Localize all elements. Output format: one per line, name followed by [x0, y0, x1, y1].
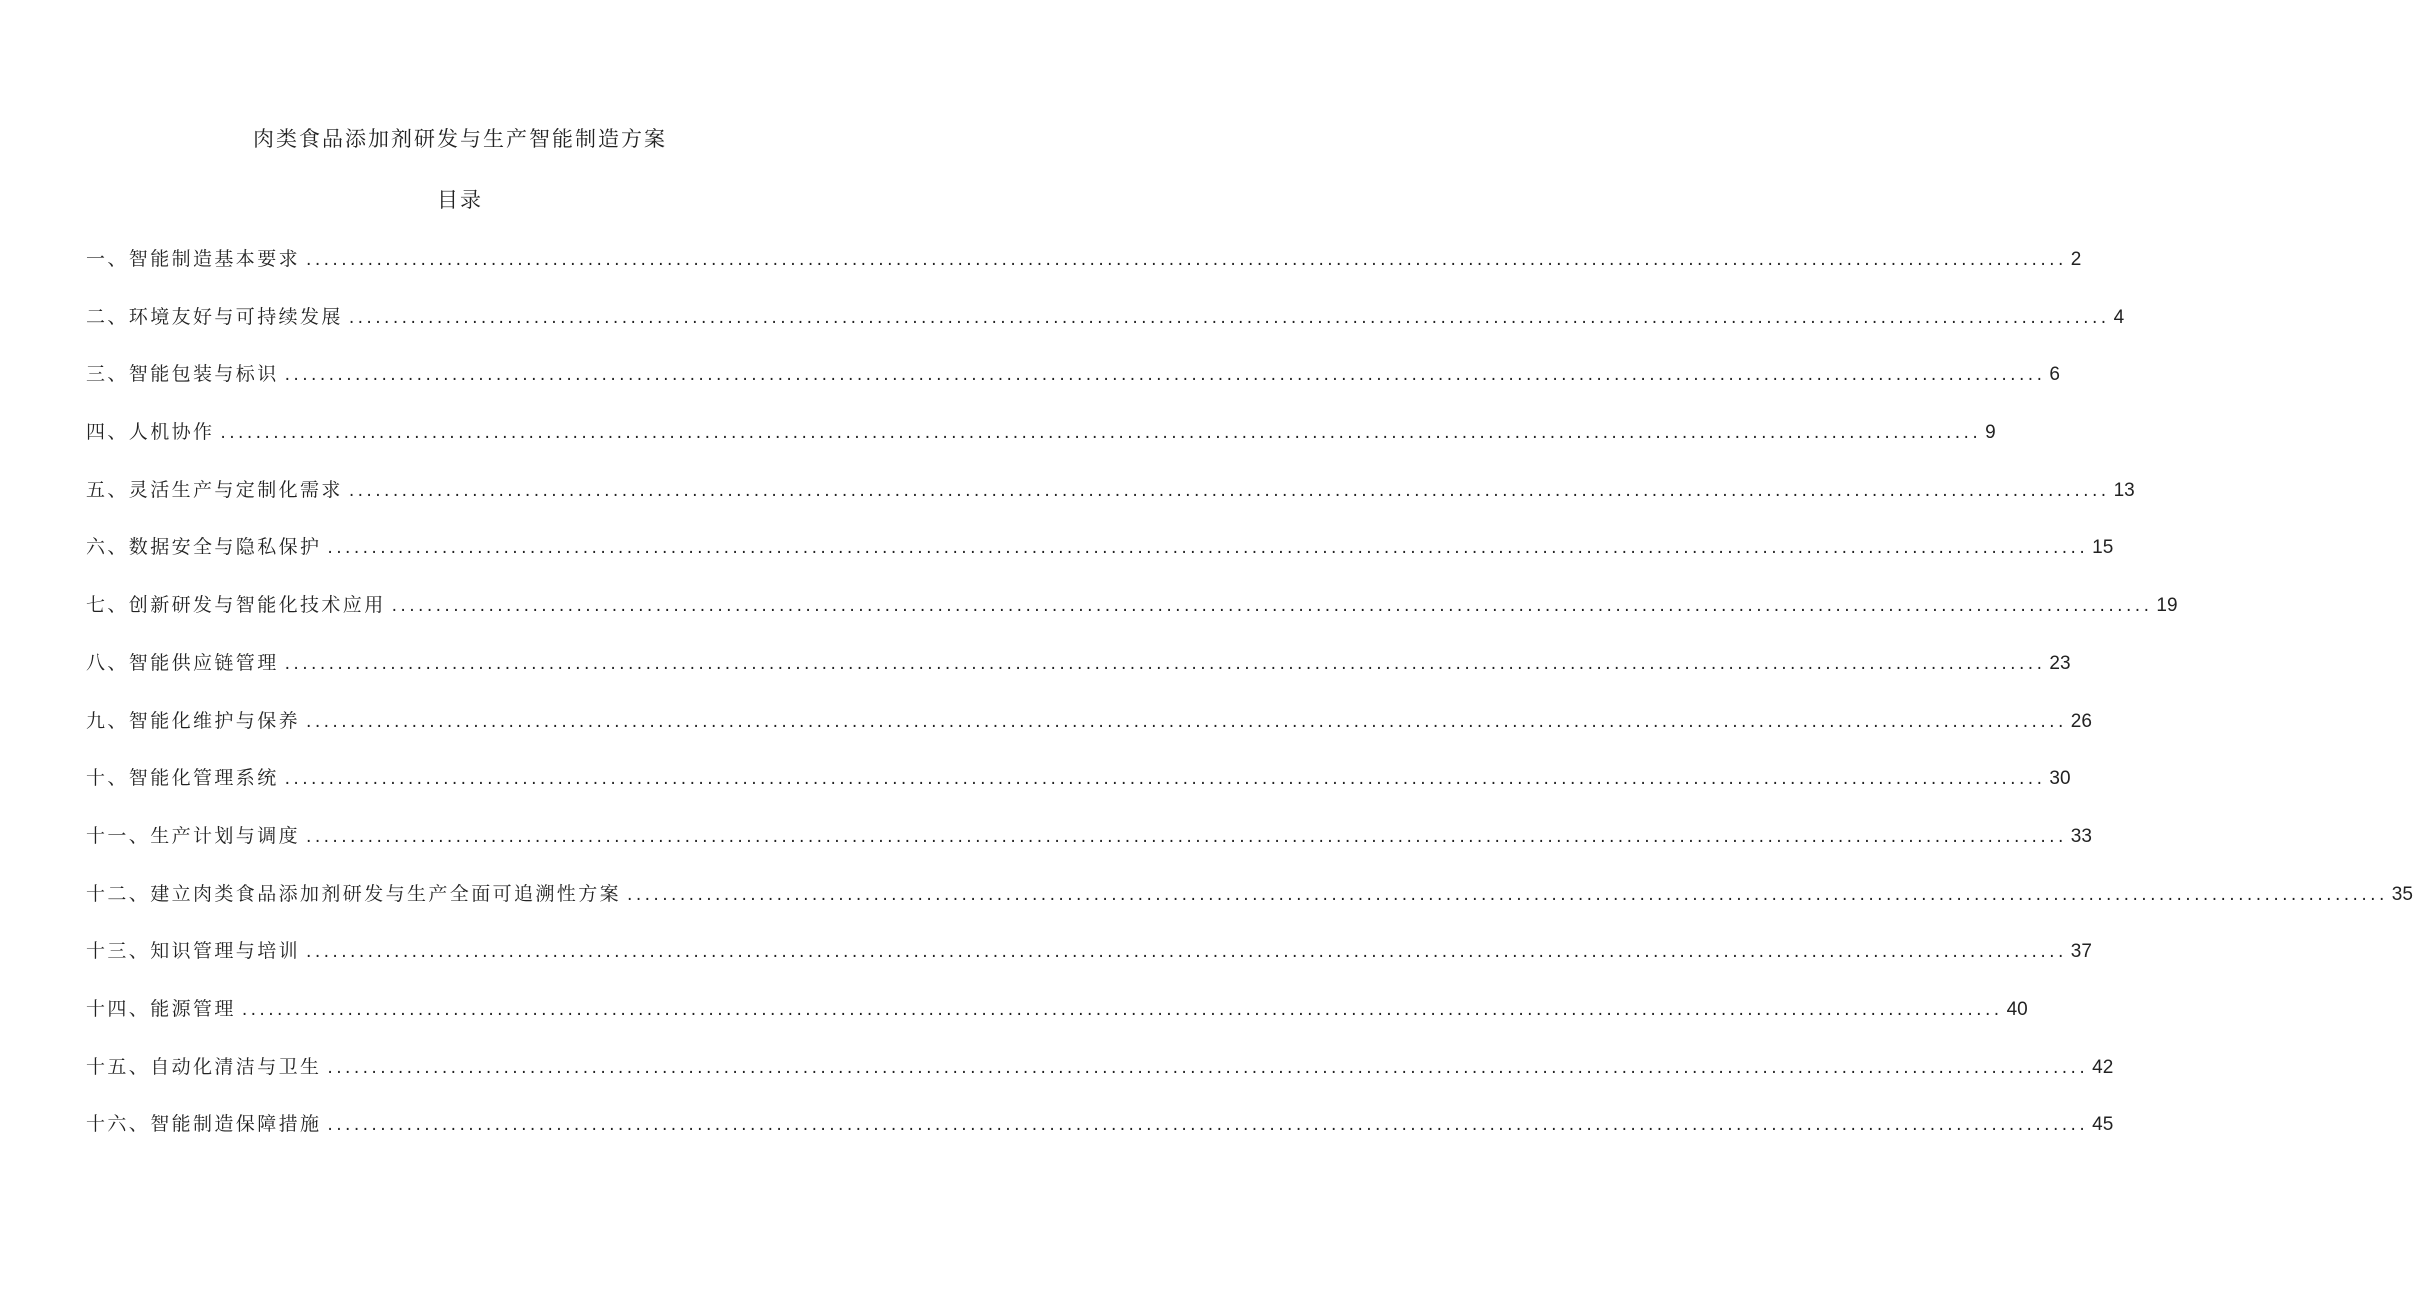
- toc-entry[interactable]: [86, 1109, 2114, 1167]
- toc-entry-page: 19: [2156, 595, 2178, 617]
- toc-dot-leader: ........................................................................................................................................................................................................: [284, 365, 2046, 386]
- toc-entry[interactable]: [86, 590, 2178, 648]
- toc-dot-leader: ........................................................................................................................................................................................................: [348, 480, 2110, 501]
- toc-entry-page: 15: [2092, 537, 2114, 559]
- toc-entry-page: 23: [2049, 652, 2071, 674]
- toc-entry[interactable]: [86, 1052, 2114, 1110]
- toc-entry[interactable]: [86, 821, 2092, 879]
- toc-entry[interactable]: [86, 763, 2071, 821]
- toc-entry-label: 十二、建立肉类食品添加剂研发与生产全面可追溯性方案: [86, 882, 622, 905]
- toc-heading: 目录: [437, 188, 483, 212]
- toc-entry-label: 一、智能制造基本要求: [86, 248, 301, 270]
- toc-entry[interactable]: [86, 879, 2413, 937]
- toc-entry-label: 五、灵活生产与定制化需求: [86, 478, 343, 501]
- toc-dot-leader: ........................................................................................................................................................................................................: [220, 423, 1982, 444]
- toc-entry-page: 42: [2092, 1056, 2114, 1078]
- toc-dot-leader: ........................................................................................................................................................................................................: [306, 711, 2067, 732]
- toc-entry-label: 十一、生产计划与调度: [86, 824, 301, 847]
- toc-entry-page: 4: [2113, 306, 2125, 328]
- toc-entry-page: 9: [1985, 422, 1996, 444]
- toc-entry[interactable]: [86, 532, 2114, 590]
- toc-entry-label: 三、智能包装与标识: [86, 363, 279, 386]
- document-title: 肉类食品添加剂研发与生产智能制造方案: [253, 127, 667, 151]
- toc-entry-page: 6: [2049, 364, 2060, 386]
- toc-entry-page: 40: [2006, 998, 2028, 1020]
- toc-entry-page: 37: [2070, 941, 2092, 963]
- table-of-contents: [86, 244, 2413, 1167]
- toc-entry-page: 2: [2070, 249, 2082, 270]
- toc-entry-label: 九、智能化维护与保养: [86, 709, 301, 732]
- toc-entry-label: 七、创新研发与智能化技术应用: [86, 594, 386, 617]
- toc-dot-leader: ........................................................................................................................................................................................................: [306, 826, 2067, 847]
- toc-entry-label: 六、数据安全与隐私保护: [86, 536, 322, 559]
- toc-entry-label: 八、智能供应链管理: [86, 651, 279, 674]
- toc-dot-leader: ........................................................................................................................................................................................................: [241, 999, 2003, 1020]
- toc-entry-page: 35: [2391, 883, 2413, 905]
- toc-entry-label: 十三、知识管理与培训: [86, 940, 301, 963]
- toc-entry[interactable]: [86, 475, 2135, 533]
- toc-entry-page: 26: [2070, 710, 2092, 732]
- toc-dot-leader: ........................................................................................................................................................................................................: [327, 1057, 2089, 1078]
- toc-dot-leader: ........................................................................................................................................................................................................: [327, 1115, 2089, 1136]
- toc-dot-leader: ........................................................................................................................................................................................................: [627, 884, 2388, 905]
- toc-entry-label: 十五、自动化清洁与卫生: [86, 1055, 322, 1078]
- toc-dot-leader: ........................................................................................................................................................................................................: [327, 538, 2089, 559]
- toc-entry-label: 十六、智能制造保障措施: [86, 1113, 322, 1136]
- toc-entry[interactable]: [86, 994, 2028, 1052]
- toc-dot-leader: ........................................................................................................................................................................................................: [284, 769, 2046, 790]
- toc-dot-leader: ........................................................................................................................................................................................................: [391, 596, 2153, 617]
- toc-entry-label: 十、智能化管理系统: [86, 767, 279, 790]
- toc-entry[interactable]: [86, 706, 2092, 764]
- toc-entry-page: 13: [2113, 479, 2135, 501]
- toc-entry-label: 二、环境友好与可持续发展: [86, 305, 343, 328]
- toc-entry[interactable]: [86, 648, 2071, 706]
- toc-entry[interactable]: [86, 936, 2092, 994]
- toc-entry[interactable]: [86, 359, 2060, 417]
- toc-entry[interactable]: [86, 417, 1996, 475]
- toc-dot-leader: ........................................................................................................................................................................................................: [284, 653, 2046, 674]
- toc-entry-page: 45: [2092, 1114, 2114, 1136]
- toc-entry-page: 30: [2049, 768, 2071, 790]
- toc-dot-leader: ........................................................................................................................................................................................................: [348, 307, 2110, 328]
- toc-entry[interactable]: [86, 244, 2082, 302]
- toc-entry-page: 33: [2070, 825, 2092, 847]
- toc-entry-label: 四、人机协作: [86, 421, 215, 444]
- toc-entry[interactable]: [86, 302, 2125, 360]
- toc-dot-leader: ........................................................................................................................................................................................................: [306, 250, 2067, 270]
- toc-entry-label: 十四、能源管理: [86, 997, 236, 1020]
- toc-dot-leader: ........................................................................................................................................................................................................: [306, 942, 2067, 963]
